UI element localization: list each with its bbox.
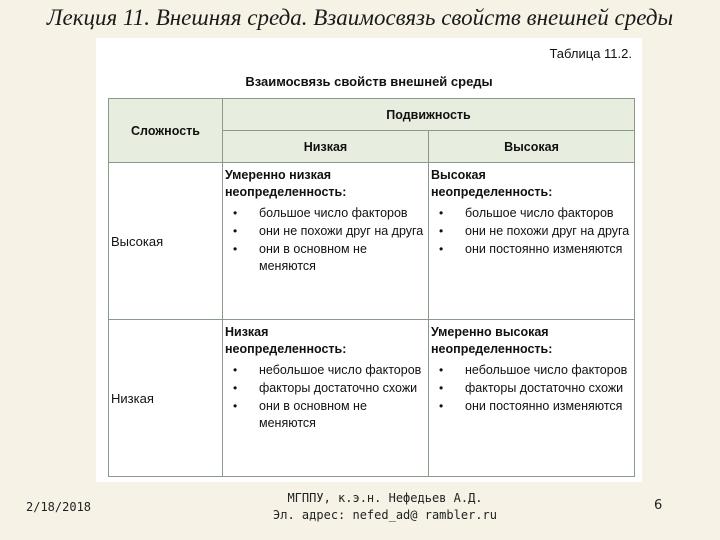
cell-high-low — [223, 163, 429, 320]
footer-author — [250, 490, 520, 524]
cell-title: неопределенность: — [225, 185, 347, 199]
cell-title: Высокая — [431, 168, 486, 182]
cell-title: неопределенность: — [431, 342, 553, 356]
list-item: • они постоянно изменяются — [465, 398, 632, 415]
cell-low-high — [429, 320, 635, 477]
cell-low-low — [223, 320, 429, 477]
list-item: • они в основном не меняются — [259, 398, 426, 432]
header-mobility-low: Низкая — [223, 131, 429, 163]
document-scan — [96, 38, 642, 482]
list-item: • факторы достаточно схожи — [259, 380, 426, 397]
list-item: • небольшое число факторов — [465, 362, 632, 379]
cell-title: Низкая — [225, 325, 269, 339]
factor-list — [431, 205, 632, 258]
list-item: • они не похожи друг на друга — [465, 223, 632, 240]
list-item: • они постоянно изменяются — [465, 241, 632, 258]
author-line: МГППУ, к.э.н. Нефедьев А.Д. — [287, 491, 483, 505]
factor-list — [225, 205, 426, 275]
list-item: • большое число факторов — [465, 205, 632, 222]
table-caption: Взаимосвязь свойств внешней среды — [245, 74, 493, 89]
email-line: Эл. адрес: nefed_ad@ rambler.ru — [273, 508, 497, 522]
row-label-low: Низкая — [109, 320, 223, 477]
cell-title: Умеренно низкая — [225, 168, 332, 182]
list-item: • они в основном не меняются — [259, 241, 426, 275]
cell-title: Умеренно высокая — [431, 325, 549, 339]
cell-title: неопределенность: — [431, 185, 553, 199]
list-item: • большое число факторов — [259, 205, 426, 222]
row-label-high: Высокая — [109, 163, 223, 320]
environment-table — [108, 98, 635, 477]
header-complexity: Сложность — [109, 99, 223, 163]
cell-title: неопределенность: — [225, 342, 347, 356]
cell-high-high — [429, 163, 635, 320]
page-number: 6 — [654, 498, 663, 513]
header-mobility: Подвижность — [223, 99, 635, 131]
list-item: • небольшое число факторов — [259, 362, 426, 379]
footer-date: 2/18/2018 — [26, 500, 92, 514]
factor-list — [225, 362, 426, 432]
slide-title: Лекция 11. Внешняя среда. Взаимосвязь свойств внешней среды — [46, 5, 674, 30]
table-number: Таблица 11.2. — [549, 46, 632, 61]
factor-list — [431, 362, 632, 415]
list-item: • факторы достаточно схожи — [465, 380, 632, 397]
list-item: • они не похожи друг на друга — [259, 223, 426, 240]
header-mobility-high: Высокая — [429, 131, 635, 163]
